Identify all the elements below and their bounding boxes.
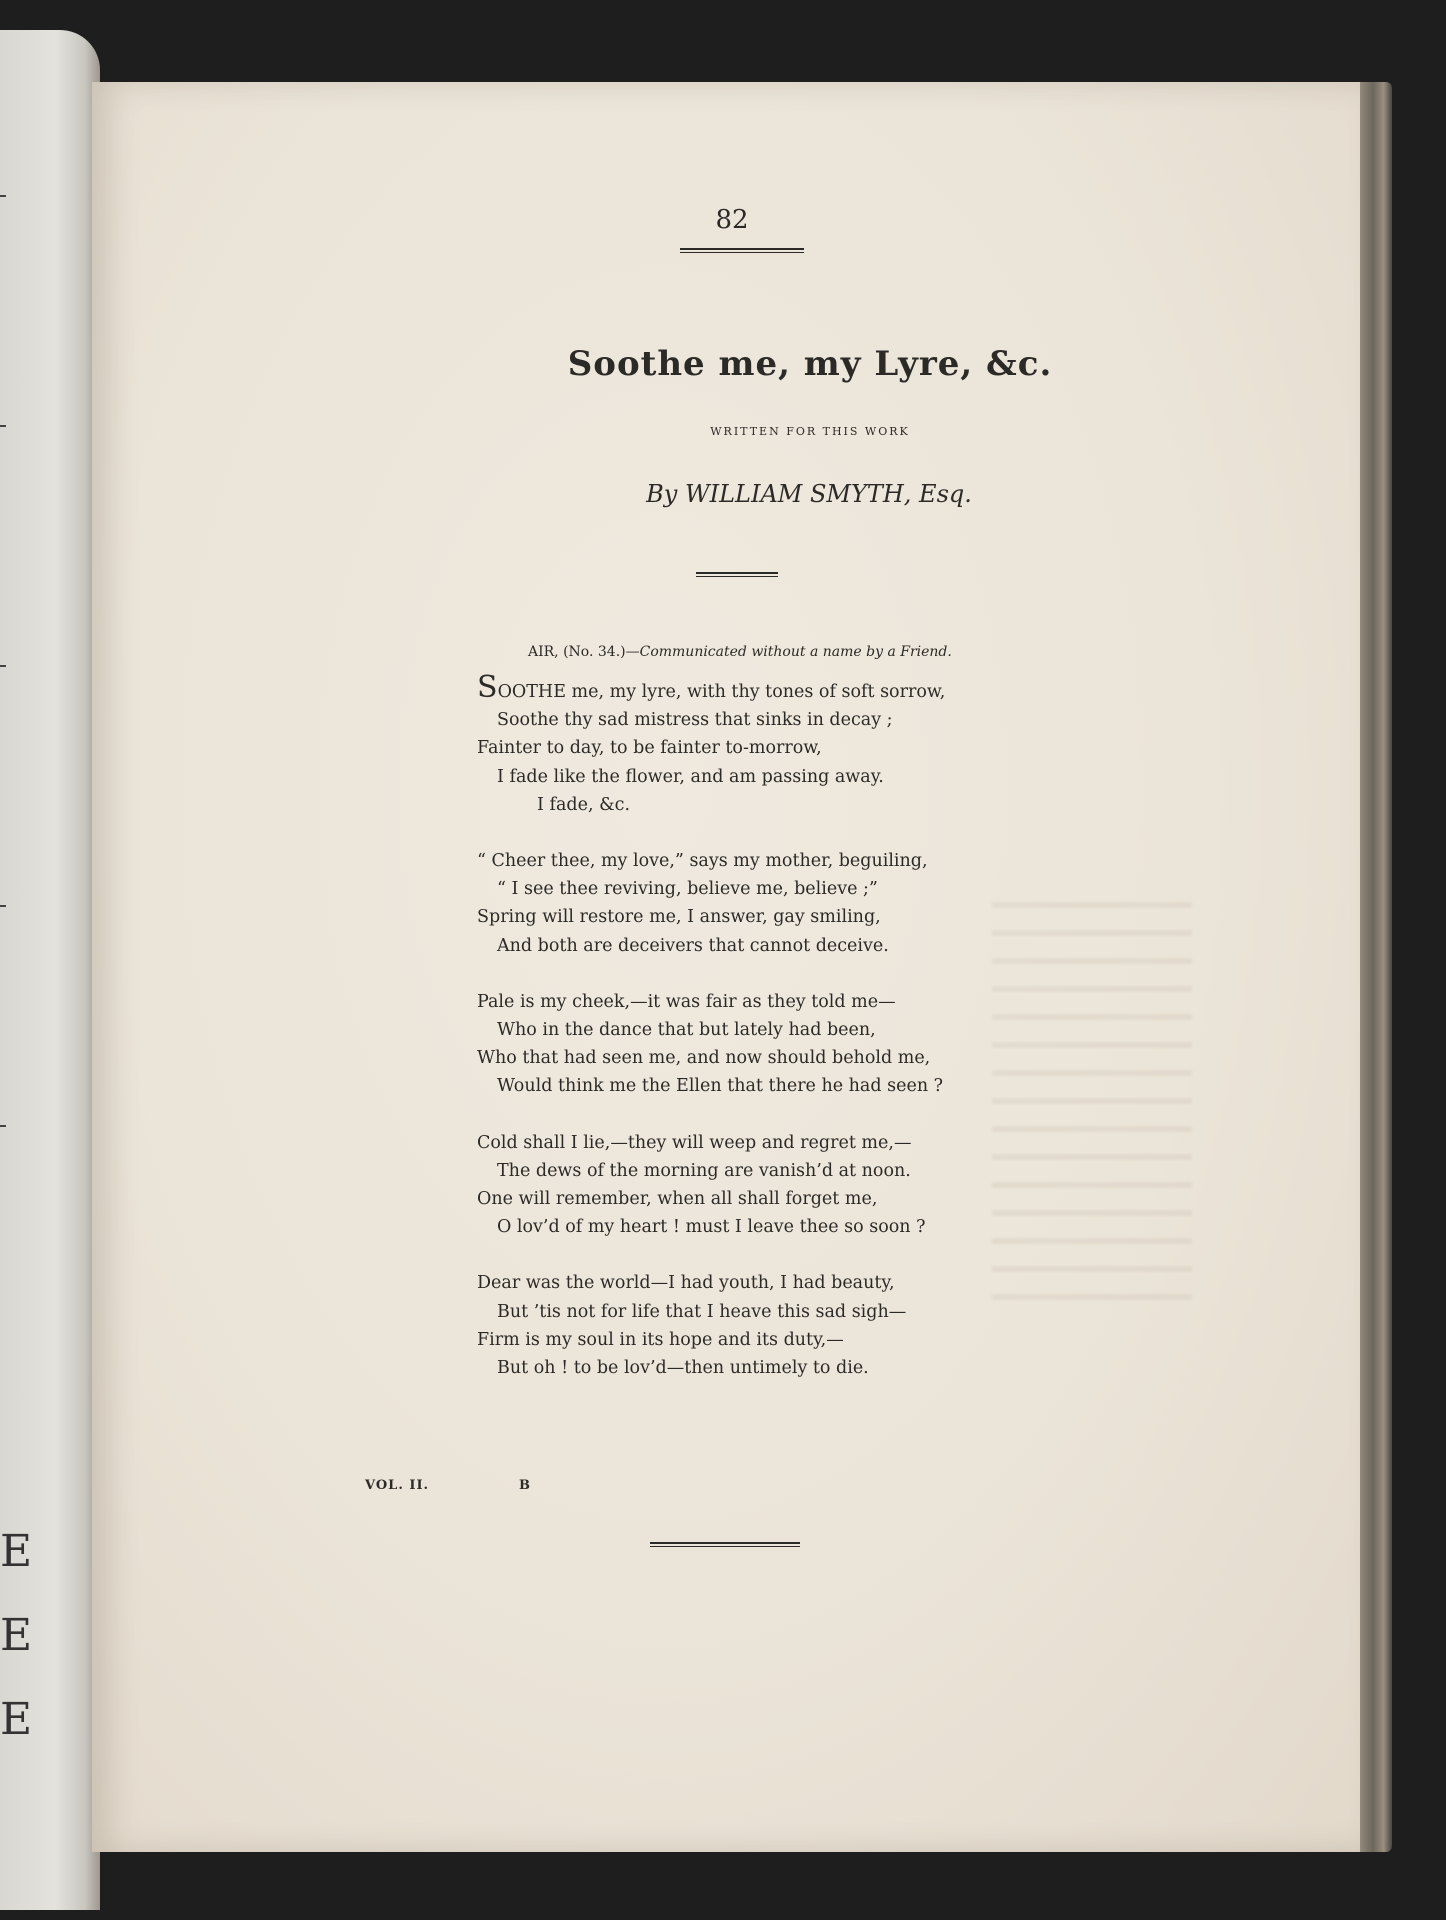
page bbox=[92, 82, 1360, 1852]
poem-line: Fainter to day, to be fainter to-morrow, bbox=[477, 738, 822, 759]
stanza bbox=[477, 670, 1037, 819]
poem-line bbox=[477, 670, 1037, 706]
song-subtitle: WRITTEN FOR THIS WORK bbox=[710, 425, 910, 438]
stanza bbox=[477, 1129, 1037, 1242]
left-page-show-through: E E E bbox=[0, 1526, 33, 1745]
poem-line: O lov’d of my heart ! must I leave thee so soon ? bbox=[497, 1217, 926, 1238]
poem-line: Who that had seen me, and now should behold me, bbox=[477, 1048, 931, 1069]
poem-line: One will remember, when all shall forget me, bbox=[477, 1189, 878, 1210]
stanza bbox=[477, 988, 1037, 1101]
poem-line: Soothe thy sad mistress that sinks in decay ; bbox=[497, 710, 893, 731]
poem-line: Pale is my cheek,—it was fair as they told me— bbox=[477, 991, 896, 1012]
song-title: Soothe me, my Lyre, &c. bbox=[567, 344, 1053, 384]
first-line-rest: me, my lyre, with thy tones of soft sorrow, bbox=[565, 682, 946, 702]
poem-line: Dear was the world—I had youth, I had beauty, bbox=[477, 1273, 895, 1294]
song-author: By WILLIAM SMYTH, Esq. bbox=[646, 480, 972, 508]
poem-line: Who in the dance that but lately had been, bbox=[497, 1020, 876, 1041]
footer-rule bbox=[650, 1542, 800, 1547]
stanza bbox=[477, 1269, 1037, 1382]
poem bbox=[477, 670, 1037, 1410]
poem-line: I fade, &c. bbox=[537, 794, 631, 815]
poem-line: The dews of the morning are vanish’d at noon. bbox=[497, 1160, 911, 1181]
poem-line: “ Cheer thee, my love,” says my mother, beguiling, bbox=[477, 851, 928, 872]
page-number-rule bbox=[680, 248, 804, 253]
drop-cap: S bbox=[477, 670, 498, 705]
first-word-rest: OOTHE bbox=[497, 682, 566, 702]
poem-line: But oh ! to be lov’d—then untimely to die. bbox=[497, 1358, 869, 1379]
poem-line: Would think me the Ellen that there he had seen ? bbox=[497, 1076, 944, 1097]
title-rule bbox=[696, 572, 778, 577]
poem-line: And both are deceivers that cannot deceive. bbox=[497, 935, 889, 956]
poem-line: Cold shall I lie,—they will weep and regret me,— bbox=[477, 1132, 912, 1153]
signature-mark: B bbox=[519, 1478, 530, 1493]
poem-line: But ’tis not for life that I heave this sad sigh— bbox=[497, 1301, 907, 1322]
left-page-edge bbox=[0, 30, 100, 1910]
poem-line: I fade like the flower, and am passing away. bbox=[497, 766, 884, 787]
air-note: —Communicated without a name by a Friend. bbox=[625, 644, 952, 660]
poem-line: Spring will restore me, I answer, gay smiling, bbox=[477, 907, 881, 928]
poem-line: Firm is my soul in its hope and its duty,— bbox=[477, 1329, 844, 1350]
page-number: 82 bbox=[715, 205, 749, 235]
stanza bbox=[477, 847, 1037, 960]
air-line bbox=[528, 644, 952, 660]
air-label: AIR, (No. 34.) bbox=[528, 644, 626, 660]
volume-marker: VOL. II. bbox=[365, 1478, 430, 1493]
poem-line: “ I see thee reviving, believe me, believe ;” bbox=[497, 879, 878, 900]
